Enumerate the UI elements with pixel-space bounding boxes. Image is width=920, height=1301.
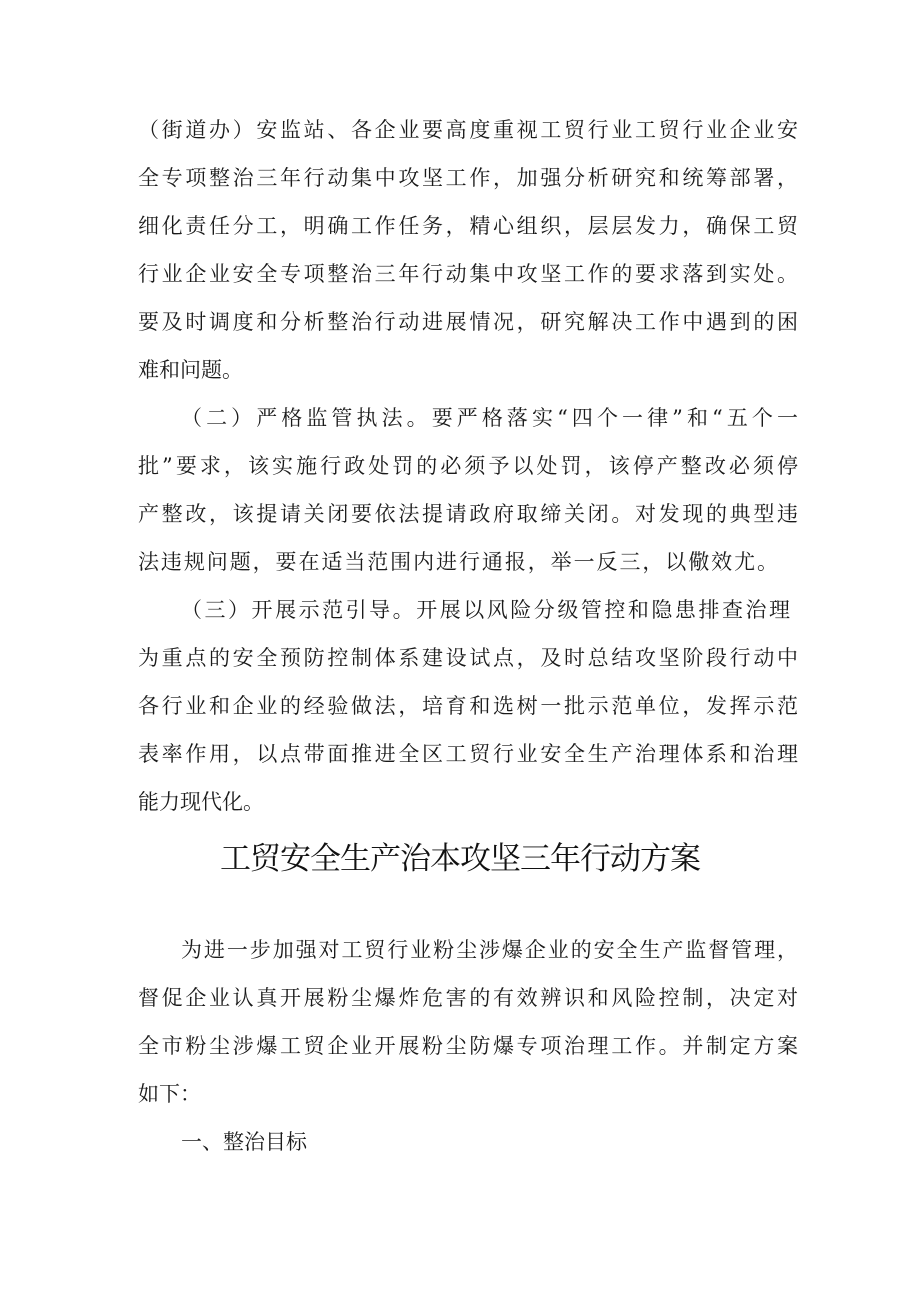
paragraph-2-line-1: （二）严格监管执法。要严格落实“四个一律”和“五个一 <box>181 406 798 430</box>
paragraph-4-line-3: 全市粉尘涉爆工贸企业开展粉尘防爆专项治理工作。并制定方案 <box>138 1034 798 1058</box>
paragraph-4-line-4: 如下： <box>138 1082 201 1106</box>
paragraph-1-line-3: 细化责任分工，明确工作任务，精心组织，层层发力，确保工贸 <box>138 214 798 238</box>
section-heading: 一、整治目标 <box>181 1130 307 1154</box>
paragraph-1-line-1: （街道办）安监站、各企业要高度重视工贸行业工贸行业企业安 <box>138 118 798 142</box>
paragraph-2-line-3: 产整改，该提请关闭要依法提请政府取缔关闭。对发现的典型违 <box>138 502 798 526</box>
paragraph-2-line-4: 法违规问题，要在适当范围内进行通报，举一反三，以儆效尤。 <box>138 550 778 574</box>
paragraph-4-line-2: 督促企业认真开展粉尘爆炸危害的有效辨识和风险控制，决定对 <box>138 986 798 1010</box>
paragraph-3-line-3: 各行业和企业的经验做法，培育和选树一批示范单位，发挥示范 <box>138 694 798 718</box>
paragraph-2-line-2: 批”要求，该实施行政处罚的必须予以处罚，该停产整改必须停 <box>138 454 798 478</box>
paragraph-3-line-4: 表率作用，以点带面推进全区工贸行业安全生产治理体系和治理 <box>138 742 798 766</box>
paragraph-3-line-2: 为重点的安全预防控制体系建设试点，及时总结攻坚阶段行动中 <box>138 646 798 670</box>
document-title: 工贸安全生产治本攻坚三年行动方案 <box>220 841 700 877</box>
paragraph-3-line-5: 能力现代化。 <box>138 790 264 814</box>
paragraph-4-line-1: 为进一步加强对工贸行业粉尘涉爆企业的安全生产监督管理， <box>181 938 798 962</box>
paragraph-1-line-5: 要及时调度和分析整治行动进展情况，研究解决工作中遇到的困 <box>138 310 798 334</box>
paragraph-3-line-1: （三）开展示范引导。开展以风险分级管控和隐患排查治理 <box>181 598 790 622</box>
paragraph-1-line-6: 难和问题。 <box>138 358 243 382</box>
paragraph-1-line-4: 行业企业安全专项整治三年行动集中攻坚工作的要求落到实处。 <box>138 262 798 286</box>
paragraph-1-line-2: 全专项整治三年行动集中攻坚工作，加强分析研究和统筹部署， <box>138 166 798 190</box>
